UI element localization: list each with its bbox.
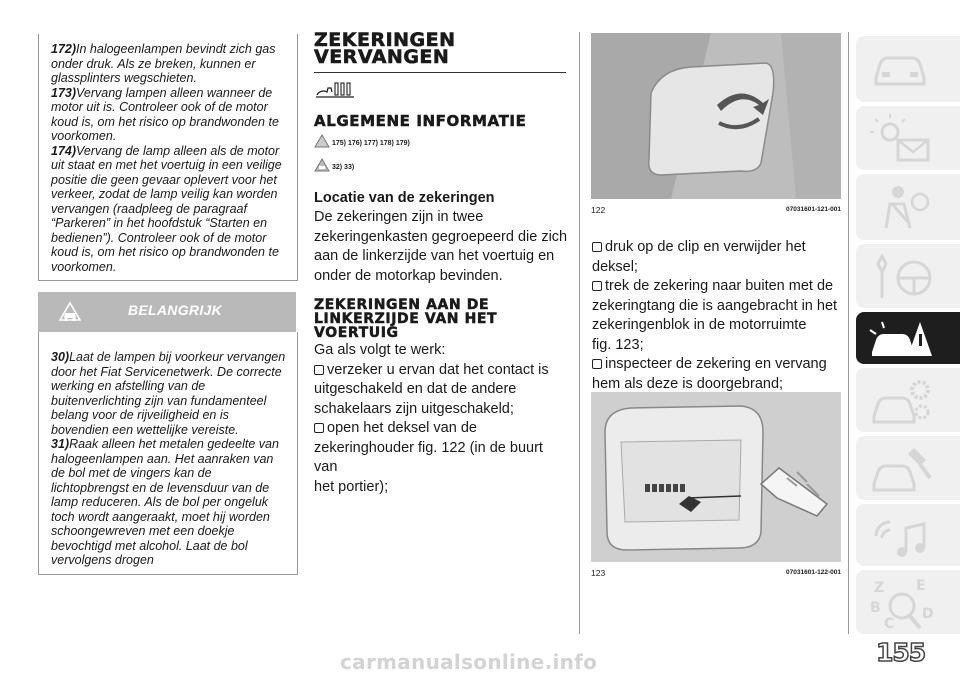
tab-starting-driving[interactable] <box>856 244 960 308</box>
checkbox-bullet-icon <box>592 281 602 291</box>
figure-122-image <box>591 33 841 199</box>
airbag-seatbelt-icon <box>872 182 932 234</box>
warning-triangle-icon <box>314 134 330 148</box>
figure-123-image <box>591 392 841 562</box>
important-31: 31)Raak alleen het metalen gedeelte van halogeenlampen aan. Het aanraken van de bol met de vingers kan de lichtopbrengst en de levensduur van de lamp reduceren. Als de bol per ongeluk toch wordt aangeraakt, moet hij worden schoongewreven met een doekje bevochtigd met alcohol. Laat de bol vervolgens drogen <box>51 437 279 567</box>
list-item: inspecteer de zekering en vervang <box>592 355 844 375</box>
important-header <box>38 292 296 332</box>
warning-box <box>38 34 298 281</box>
tab-emergencies[interactable] <box>856 312 960 364</box>
checkbox-bullet-icon <box>314 423 324 433</box>
radio-music-icon <box>870 512 934 560</box>
fuse-icon <box>314 79 358 101</box>
tab-lights-messages[interactable] <box>856 106 960 170</box>
warning-refs: 175) 176) 177) 178) 179) <box>314 138 570 152</box>
car-breakdown-warning-icon <box>868 316 934 362</box>
tab-vehicle[interactable] <box>856 36 960 102</box>
section-column <box>314 29 570 497</box>
warning-174: 174)Vervang de lamp alleen als de motor uit staat en met het voertuig in een veilige positie die geen gevaar oplevert voor het verkeer, zodat de lamp veilig kan worden vervangen (raadpleeg de paragraaf “Parkeren” in het hoofdstuk “Starten en bedienen”). Controleer ook of de motor koud is, om het risico op brandwonden te voorkomen. <box>51 143 282 274</box>
car-front-icon <box>870 50 930 90</box>
checkbox-bullet-icon <box>314 365 324 375</box>
list-item: druk op de clip en verwijder het <box>592 238 844 258</box>
page-number: 155 <box>876 638 926 667</box>
watermark: carmanualsonline.info <box>340 650 598 674</box>
list-item: open het deksel van de <box>314 419 570 439</box>
list-item: trek de zekering naar buiten met de <box>592 277 844 297</box>
tab-technical-data[interactable] <box>856 436 960 500</box>
lamp-envelope-icon <box>870 114 934 164</box>
svg-text:D: D <box>922 606 934 622</box>
locatie-text: De zekeringen zijn in twee zekeringenkasten gegroepeerd die zich aan de linkerzijde van het voertuig en onder de motorkap bevinden. <box>314 209 568 284</box>
svg-text:C: C <box>884 616 895 630</box>
important-box <box>38 332 298 575</box>
tab-safety[interactable] <box>856 174 960 240</box>
svg-text:B: B <box>870 600 881 616</box>
step-list-mid: verzeker u ervan dat het contact is uitgeschakeld en dat de andere schakelaars zijn uitgeschakeld; open het deksel van de zekeringhouder fig. 122 (in de buurt van het portier); <box>314 361 570 498</box>
car-warning-icon <box>56 300 84 326</box>
column-divider <box>579 32 580 634</box>
svg-text:Z: Z <box>874 580 885 596</box>
car-caution-icon <box>314 158 330 172</box>
section-title-1: ZEKERINGEN <box>314 29 456 51</box>
tab-index[interactable] <box>856 570 960 634</box>
caution-refs: 32) 33) <box>314 162 570 176</box>
checkbox-bullet-icon <box>592 242 602 252</box>
car-wrench-icon <box>870 444 934 494</box>
important-title: BELANGRIJK <box>128 302 223 318</box>
step-list-right: druk op de clip en verwijder het deksel; trek de zekering naar buiten met de zekeringtang die is aangebracht in het zekeringenblok in de motorruimte fig. 123; inspecteer de zekering en vervang hem als deze is doorgebrand; <box>592 238 844 394</box>
checkbox-bullet-icon <box>592 359 602 369</box>
section-title-2: VERVANGEN <box>314 46 450 68</box>
svg-text:E: E <box>916 578 926 594</box>
left-side-heading: ZEKERINGEN AAN DE LINKERZIJDE VAN HET VOERTUIG <box>314 297 498 341</box>
alphabet-magnifier-icon <box>868 576 936 630</box>
figure-123-caption: 123 07031601-122-001 <box>591 568 841 578</box>
important-30: 30)Laat de lampen bij voorkeur vervangen door het Fiat Servicenetwerk. De correcte werking en afstelling van de buitenverlichting zijn van fundamenteel belang voor de rijveiligheid en is bovendien een wettelijke vereiste. <box>51 350 286 437</box>
tab-maintenance[interactable] <box>856 368 960 432</box>
list-item: verzeker u ervan dat het contact is <box>314 361 570 381</box>
key-steering-wheel-icon <box>870 254 934 300</box>
procedure-intro: Ga als volgt te werk: <box>314 342 446 358</box>
car-gears-icon <box>870 376 934 426</box>
warning-172: 172)In halogeenlampen bevindt zich gas onder druk. Als ze breken, kunnen er glassplinters wegschieten. <box>51 42 276 85</box>
warning-173: 173)Vervang lampen alleen wanneer de motor uit is. Controleer ook of de motor koud is, om het risico op brandwonden te voorkomen. <box>51 85 279 143</box>
column-divider <box>848 32 849 634</box>
tab-multimedia[interactable] <box>856 504 960 566</box>
locatie-heading: Locatie van de zekeringen <box>314 190 495 206</box>
general-info-heading: ALGEMENE INFORMATIE <box>314 112 527 130</box>
figure-122-caption: 122 07031601-121-001 <box>591 205 841 215</box>
